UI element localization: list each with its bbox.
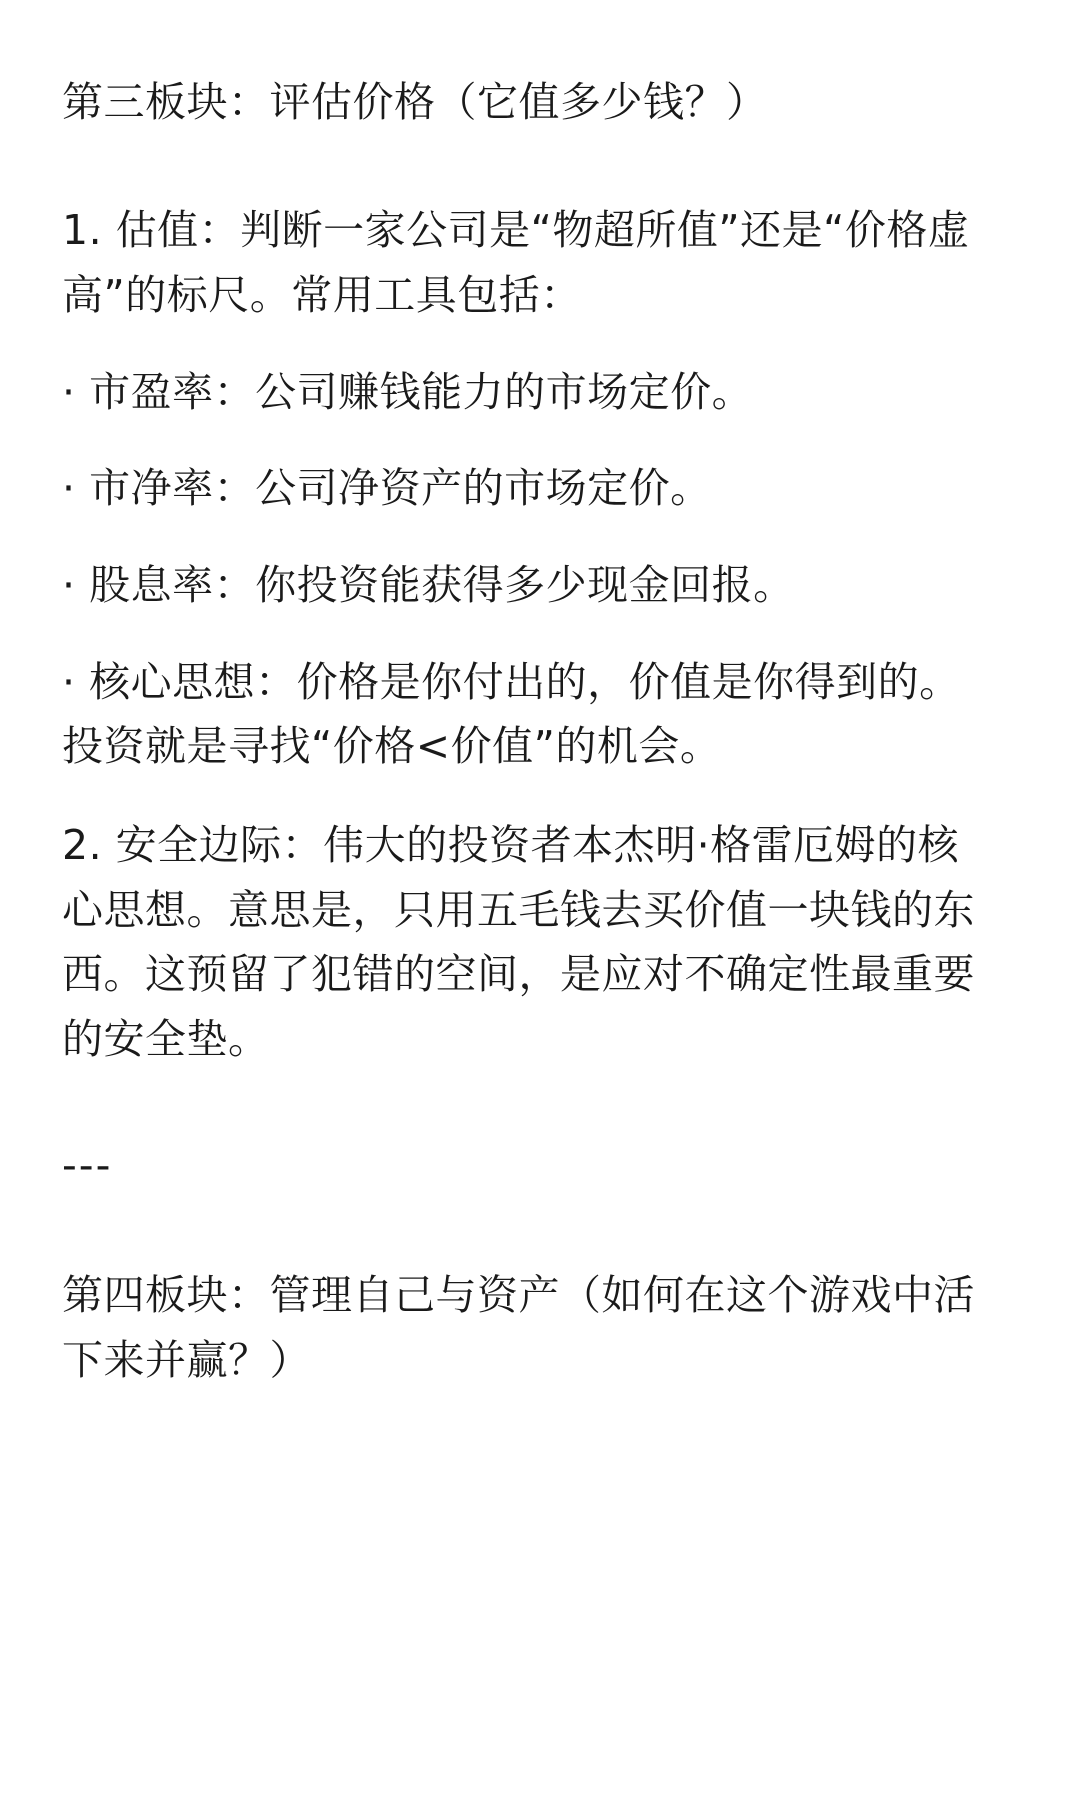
core-idea-line2: 投资就是寻找“价格<价值”的机会。	[62, 722, 722, 770]
section3-heading: 第三板块：评估价格（它值多少钱？）	[62, 78, 768, 126]
margin-of-safety-line3: 西。这预留了犯错的空间，是应对不确定性最重要	[62, 950, 975, 998]
core-idea-line1: · 核心思想：价格是你付出的，价值是你得到的。	[62, 658, 961, 706]
margin-of-safety-line1: 2. 安全边际：伟大的投资者本杰明·格雷厄姆的核	[62, 821, 960, 869]
bullet-dividend-yield: · 股息率：你投资能获得多少现金回报。	[62, 561, 795, 609]
margin-of-safety-line2: 心思想。意思是，只用五毛钱去买价值一块钱的东	[62, 886, 975, 934]
bullet-pe-ratio: · 市盈率：公司赚钱能力的市场定价。	[62, 368, 754, 416]
valuation-paragraph-line1: 1. 估值：判断一家公司是“物超所值”还是“价格虚	[62, 206, 970, 254]
section-divider: ---	[62, 1141, 113, 1189]
margin-of-safety-line4: 的安全垫。	[62, 1015, 270, 1063]
bullet-pb-ratio: · 市净率：公司净资产的市场定价。	[62, 464, 712, 512]
section4-heading-line1: 第四板块：管理自己与资产（如何在这个游戏中活	[62, 1271, 975, 1319]
section4-heading-line2: 下来并赢？）	[62, 1336, 311, 1384]
valuation-paragraph-line2: 高”的标尺。常用工具包括：	[62, 271, 582, 319]
